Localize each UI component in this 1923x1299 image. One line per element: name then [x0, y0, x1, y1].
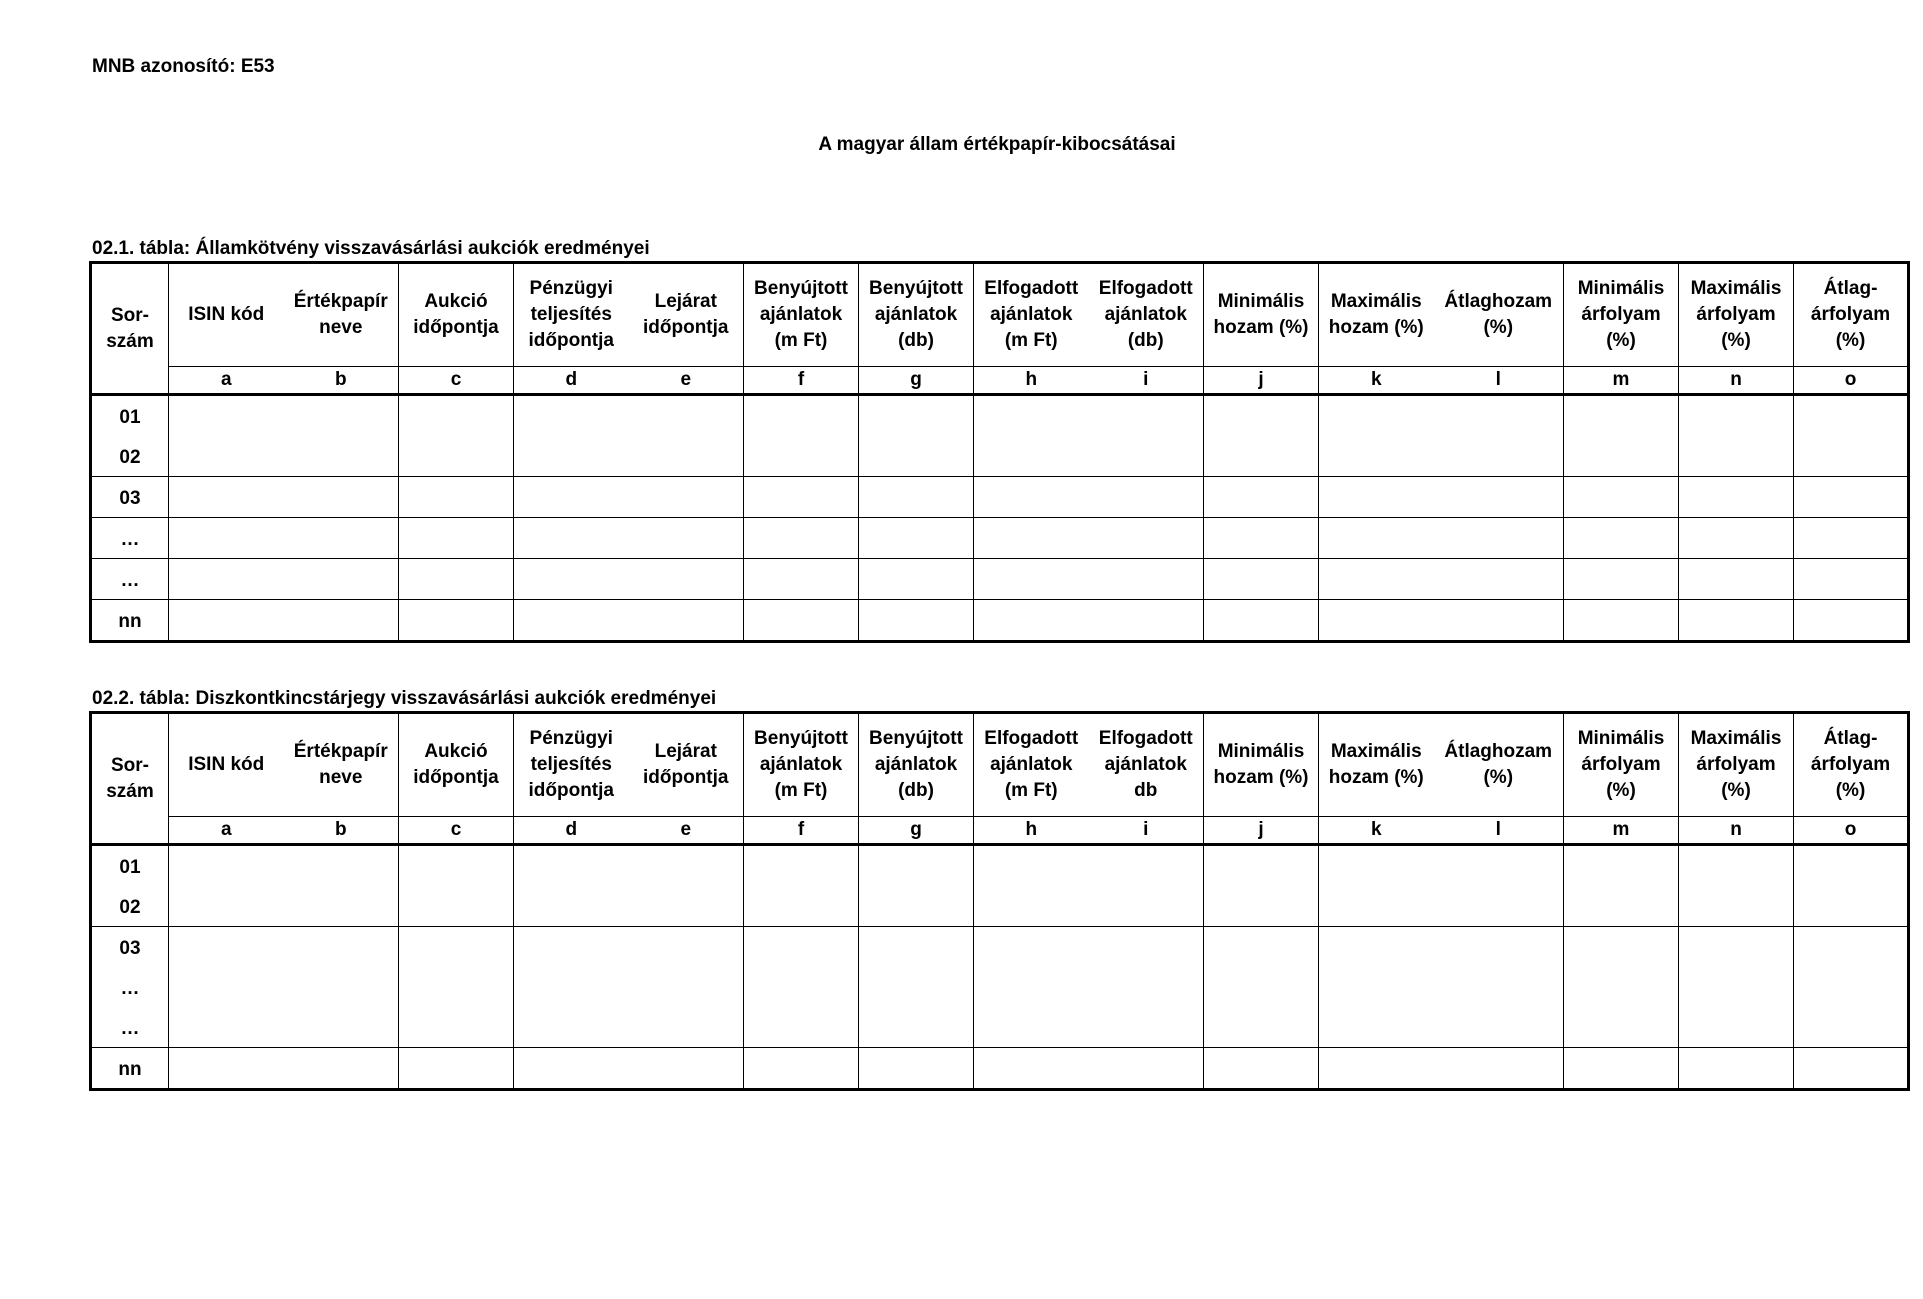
data-cell [169, 395, 284, 477]
column-letter: g [859, 367, 974, 395]
row-number-cell [91, 1048, 169, 1090]
data-cell [859, 600, 974, 642]
column-header: Minimális hozam (%) [1204, 713, 1319, 817]
data-cell [1319, 395, 1434, 477]
data-cell [1434, 600, 1564, 642]
column-letter: o [1794, 367, 1909, 395]
row-number-cell [91, 600, 169, 642]
data-cell [1089, 600, 1204, 642]
data-cell [399, 927, 514, 1048]
column-header: Benyújtott ajánlatok (db) [859, 263, 974, 367]
data-cell [284, 600, 399, 642]
data-cell [514, 600, 629, 642]
column-header: Értékpapír neve [293, 291, 388, 338]
data-cell [1564, 559, 1679, 600]
data-cell [974, 845, 1089, 927]
data-cell [1204, 600, 1319, 642]
data-cell [629, 518, 744, 559]
data-cell [1794, 477, 1909, 518]
row-number: 01 [119, 407, 141, 428]
data-cell [399, 395, 514, 477]
column-header: ISIN kód [169, 713, 284, 817]
table1-bond-buyback-results [89, 261, 1910, 643]
column-letter: i [1089, 817, 1204, 845]
column-header: Benyújtott ajánlatok (m Ft) [744, 713, 859, 817]
data-cell [1564, 477, 1679, 518]
data-cell [169, 1048, 284, 1090]
table2-tbill-buyback-results-caption: 02.2. tábla: Diszkontkincstárjegy visszavásárlási aukciók eredményei [92, 688, 717, 709]
data-cell [1204, 559, 1319, 600]
data-cell [974, 927, 1089, 1048]
data-cell [974, 1048, 1089, 1090]
data-cell [629, 600, 744, 642]
data-cell [1679, 845, 1794, 927]
data-cell [629, 395, 744, 477]
data-cell [1679, 559, 1794, 600]
column-letter: l [1434, 367, 1564, 395]
data-cell [974, 518, 1089, 559]
column-letter: d [514, 817, 629, 845]
data-cell [1679, 395, 1794, 477]
data-cell [1089, 1048, 1204, 1090]
column-header: Elfogadott ajánlatok (m Ft) [974, 263, 1089, 367]
data-cell [1319, 559, 1434, 600]
data-cell [1319, 600, 1434, 642]
data-cell [859, 395, 974, 477]
data-cell [1204, 1048, 1319, 1090]
data-cell [974, 477, 1089, 518]
data-cell [1434, 845, 1564, 927]
data-cell [629, 559, 744, 600]
data-cell [169, 477, 284, 518]
data-cell [1089, 927, 1204, 1048]
data-cell [284, 927, 399, 1048]
data-cell [1204, 518, 1319, 559]
data-cell [859, 477, 974, 518]
column-letter: j [1204, 817, 1319, 845]
column-letter: o [1794, 817, 1909, 845]
data-cell [859, 559, 974, 600]
column-letter: c [399, 817, 514, 845]
data-cell [1564, 518, 1679, 559]
data-cell [399, 477, 514, 518]
column-letter: b [284, 367, 399, 395]
data-cell [399, 518, 514, 559]
column-letter: e [629, 817, 744, 845]
data-cell [1089, 845, 1204, 927]
row-number: 02 [119, 447, 141, 468]
data-cell [284, 395, 399, 477]
data-cell [514, 395, 629, 477]
column-header: Pénzügyi teljesítés időpontja [514, 263, 629, 367]
data-cell [1434, 927, 1564, 1048]
data-cell [1794, 927, 1909, 1048]
column-letter: a [169, 367, 284, 395]
column-letter: f [744, 367, 859, 395]
data-cell [1089, 477, 1204, 518]
data-cell [744, 927, 859, 1048]
row-number: … [120, 1018, 140, 1039]
data-cell [744, 845, 859, 927]
column-header: Pénzügyi teljesítés időpontja [514, 713, 629, 817]
data-cell [1434, 477, 1564, 518]
column-header: Maximális hozam (%) [1319, 713, 1434, 817]
column-header: Minimális árfolyam (%) [1564, 263, 1679, 367]
row-number: … [120, 529, 140, 550]
data-cell [399, 1048, 514, 1090]
data-cell [1794, 395, 1909, 477]
data-cell [629, 845, 744, 927]
column-header: Elfogadott ajánlatok db [1098, 728, 1193, 801]
data-cell [514, 1048, 629, 1090]
data-cell [1204, 927, 1319, 1048]
data-cell [169, 927, 284, 1048]
data-cell [1679, 927, 1794, 1048]
column-header: Értékpapír neve [293, 741, 388, 788]
data-cell [859, 1048, 974, 1090]
column-header: Aukció időpontja [399, 263, 514, 367]
column-letter: h [974, 367, 1089, 395]
data-cell [284, 559, 399, 600]
column-letter: e [629, 367, 744, 395]
data-cell [1564, 1048, 1679, 1090]
data-cell [859, 927, 974, 1048]
column-header: Lejárat időpontja [643, 741, 729, 788]
data-cell [284, 1048, 399, 1090]
data-cell [284, 845, 399, 927]
column-letter: l [1434, 817, 1564, 845]
data-cell [1564, 600, 1679, 642]
row-number-cell [91, 477, 169, 518]
data-cell [399, 845, 514, 927]
column-letter: a [169, 817, 284, 845]
data-cell [1319, 1048, 1434, 1090]
column-letter: c [399, 367, 514, 395]
column-header: Elfogadott ajánlatok (db) [1098, 278, 1193, 351]
data-cell [1319, 927, 1434, 1048]
column-letter: k [1319, 817, 1434, 845]
column-letter: n [1679, 367, 1794, 395]
column-header: Minimális hozam (%) [1204, 263, 1319, 367]
column-letter: j [1204, 367, 1319, 395]
data-cell [1794, 600, 1909, 642]
data-cell [744, 395, 859, 477]
row-number-cell [91, 518, 169, 559]
row-number: 02 [119, 897, 141, 918]
data-cell [1204, 477, 1319, 518]
data-cell [1794, 518, 1909, 559]
column-header: Átlaghozam (%) [1444, 741, 1553, 788]
column-header: Minimális árfolyam (%) [1564, 713, 1679, 817]
column-letter: f [744, 817, 859, 845]
column-header: Maximális árfolyam (%) [1679, 263, 1794, 367]
data-cell [1319, 845, 1434, 927]
column-letter: h [974, 817, 1089, 845]
data-cell [169, 845, 284, 927]
page-title: A magyar állam értékpapír-kibocsátásai [818, 134, 1176, 155]
data-cell [744, 1048, 859, 1090]
data-cell [859, 845, 974, 927]
column-header: Benyújtott ajánlatok (m Ft) [744, 263, 859, 367]
column-header: Átlag- árfolyam (%) [1794, 713, 1909, 817]
data-cell [629, 927, 744, 1048]
data-cell [514, 559, 629, 600]
data-cell [859, 518, 974, 559]
row-number: 03 [119, 938, 141, 959]
data-cell [629, 477, 744, 518]
data-cell [1679, 518, 1794, 559]
data-cell [1089, 559, 1204, 600]
data-cell [1794, 845, 1909, 927]
data-cell [514, 518, 629, 559]
data-cell [1679, 477, 1794, 518]
data-cell [744, 600, 859, 642]
data-cell [514, 845, 629, 927]
data-cell [284, 477, 399, 518]
data-cell [744, 518, 859, 559]
column-header: Maximális hozam (%) [1319, 263, 1434, 367]
data-cell [974, 559, 1089, 600]
table1-caption: 02.1. tábla: Államkötvény visszavásárlási aukciók eredményei [92, 238, 650, 259]
column-letter: k [1319, 367, 1434, 395]
column-header: Átlaghozam (%) [1444, 291, 1553, 338]
data-cell [744, 477, 859, 518]
data-cell [1679, 600, 1794, 642]
data-cell [1434, 559, 1564, 600]
column-header: Sor- szám [91, 263, 169, 395]
data-cell [1794, 559, 1909, 600]
column-letter: b [284, 817, 399, 845]
column-header: Aukció időpontja [399, 713, 514, 817]
data-cell [1434, 395, 1564, 477]
column-header: Maximális árfolyam (%) [1679, 713, 1794, 817]
column-header: Átlag- árfolyam (%) [1794, 263, 1909, 367]
row-number: … [120, 570, 140, 591]
column-letter: i [1089, 367, 1204, 395]
column-letter: d [514, 367, 629, 395]
column-header: Benyújtott ajánlatok (db) [859, 713, 974, 817]
column-letter: m [1564, 367, 1679, 395]
data-cell [514, 927, 629, 1048]
data-cell [1089, 395, 1204, 477]
data-cell [1794, 1048, 1909, 1090]
data-cell [1679, 1048, 1794, 1090]
column-letter: n [1679, 817, 1794, 845]
mnb-identifier: MNB azonosító: E53 [92, 56, 275, 77]
row-number: … [120, 978, 140, 999]
data-cell [169, 518, 284, 559]
row-number: 03 [119, 488, 141, 509]
data-cell [1564, 395, 1679, 477]
data-cell [744, 559, 859, 600]
column-letter: m [1564, 817, 1679, 845]
data-cell [1204, 845, 1319, 927]
row-number-cell [91, 845, 169, 927]
row-number-cell [91, 395, 169, 477]
data-cell [399, 559, 514, 600]
data-cell [629, 1048, 744, 1090]
column-header: ISIN kód [169, 263, 284, 367]
data-cell [169, 559, 284, 600]
data-cell [1319, 518, 1434, 559]
data-cell [1564, 845, 1679, 927]
data-cell [399, 600, 514, 642]
row-number: 01 [119, 857, 141, 878]
row-number: nn [118, 611, 142, 632]
column-header: Elfogadott ajánlatok (m Ft) [974, 713, 1089, 817]
data-cell [1319, 477, 1434, 518]
column-header: Sor- szám [91, 713, 169, 845]
data-cell [1434, 1048, 1564, 1090]
row-number-cell [91, 559, 169, 600]
data-cell [169, 600, 284, 642]
data-cell [1204, 395, 1319, 477]
data-cell [1434, 518, 1564, 559]
data-cell [1089, 518, 1204, 559]
column-letter: g [859, 817, 974, 845]
data-cell [284, 518, 399, 559]
data-cell [974, 600, 1089, 642]
data-cell [974, 395, 1089, 477]
data-cell [514, 477, 629, 518]
row-number: nn [118, 1059, 142, 1080]
column-header: Lejárat időpontja [643, 291, 729, 338]
data-cell [1564, 927, 1679, 1048]
table2-tbill-buyback-results [89, 711, 1910, 1091]
row-number-cell [91, 927, 169, 1048]
